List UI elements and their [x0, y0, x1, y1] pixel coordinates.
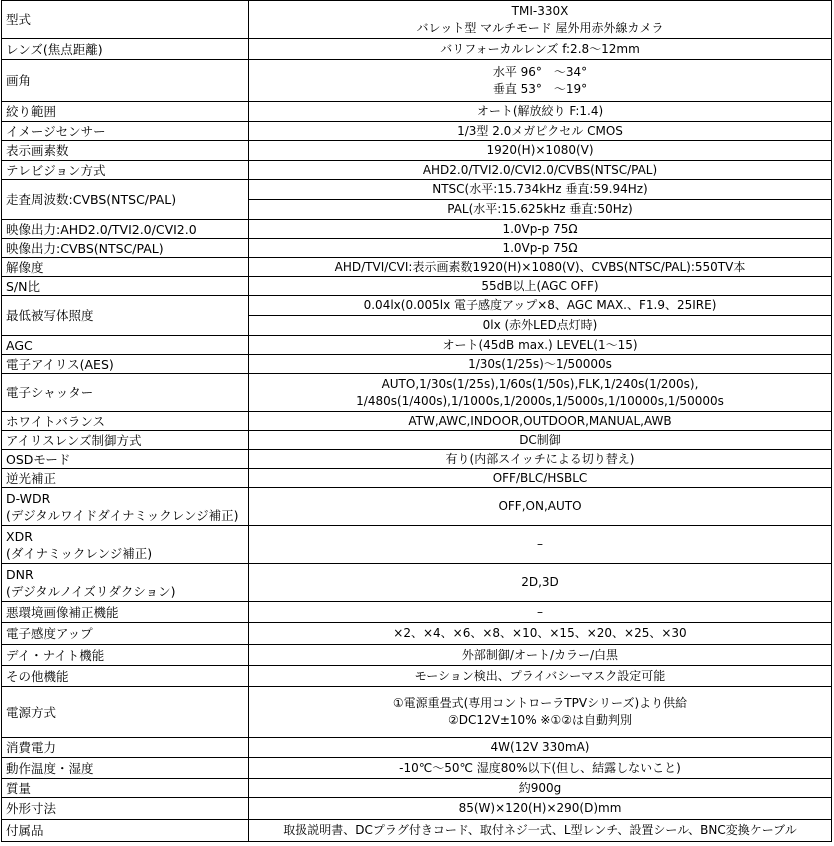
spec-value — [249, 239, 832, 258]
spec-value — [249, 60, 832, 102]
spec-row — [2, 220, 832, 239]
spec-label-line: D-WDR — [6, 490, 51, 506]
spec-label — [2, 469, 249, 488]
spec-label-line: 走査周波数:CVBS(NTSC/PAL) — [6, 192, 177, 207]
spec-value-line: DC制御 — [519, 432, 561, 447]
spec-row — [2, 526, 832, 564]
spec-label — [2, 60, 249, 102]
spec-value-line: -10℃～50℃ 湿度80%以下(但し、結露しないこと) — [399, 760, 681, 775]
spec-value-line: OFF/BLC/HSBLC — [492, 470, 588, 485]
spec-label-line: 質量 — [6, 780, 32, 796]
spec-value — [249, 277, 832, 296]
spec-label-line: 型式 — [6, 12, 32, 27]
spec-value-line: ×2、×4、×6、×8、×10、×15、×20、×25、×30 — [393, 626, 687, 640]
spec-value-line: 2D,3D — [521, 575, 559, 589]
spec-label-line: (ダイナミックレンジ補正) — [6, 545, 153, 561]
spec-value — [249, 200, 832, 220]
spec-row — [2, 666, 832, 687]
spec-row — [2, 239, 832, 258]
spec-value — [249, 469, 832, 488]
spec-value-line: NTSC(水平:15.734kHz 垂直:59.94Hz) — [432, 182, 648, 196]
spec-value — [249, 687, 832, 738]
spec-label-line: 絞り範囲 — [6, 104, 57, 119]
spec-value-line: 有り(内部スイッチによる切り替え) — [445, 451, 635, 466]
spec-row — [2, 645, 832, 666]
spec-label-line: 解像度 — [6, 259, 44, 275]
spec-label — [2, 180, 249, 220]
spec-value — [249, 161, 832, 180]
spec-label-line: 電子感度アップ — [6, 626, 93, 641]
spec-label — [2, 488, 249, 526]
spec-label — [2, 277, 249, 296]
spec-value — [249, 488, 832, 526]
spec-value — [249, 336, 832, 355]
spec-label — [2, 141, 249, 161]
spec-row — [2, 758, 832, 779]
spec-label — [2, 161, 249, 180]
spec-value-line: 0lx (赤外LED点灯時) — [482, 318, 598, 332]
spec-value — [249, 316, 832, 336]
spec-label-line: (デジタルワイドダイナミックレンジ補正) — [6, 507, 239, 523]
spec-value-line: AHD2.0/TVI2.0/CVI2.0/CVBS(NTSC/PAL) — [422, 162, 658, 177]
spec-label — [2, 564, 249, 602]
spec-label — [2, 1, 249, 39]
spec-row — [2, 820, 832, 842]
spec-value-line: 水平 96° ～34° — [492, 64, 588, 79]
spec-value — [249, 666, 832, 687]
spec-label-line: デイ・ナイト機能 — [6, 647, 105, 663]
spec-label-line: 電源方式 — [6, 704, 57, 720]
spec-value-line: – — [537, 537, 543, 551]
spec-label-line: 画角 — [6, 73, 32, 88]
spec-label — [2, 296, 249, 336]
spec-value — [249, 1, 832, 39]
spec-value — [249, 102, 832, 122]
spec-row — [2, 60, 832, 102]
spec-row — [2, 258, 832, 277]
spec-value-line: 1.0Vp-p 75Ω — [502, 240, 578, 255]
spec-value-line: 約900g — [518, 780, 562, 795]
spec-label-line: 電子シャッター — [6, 385, 94, 400]
spec-row — [2, 450, 832, 469]
spec-row — [2, 161, 832, 180]
spec-label — [2, 412, 249, 431]
spec-value-line: 1/480s(1/400s),1/1000s,1/2000s,1/5000s,1/10000s,1/50000s — [356, 393, 724, 408]
spec-value — [249, 820, 832, 842]
spec-label — [2, 645, 249, 666]
spec-value-line: OFF,ON,AUTO — [498, 499, 582, 513]
spec-value — [249, 645, 832, 666]
spec-label-line: OSDモード — [6, 451, 71, 467]
spec-value-line: ②DC12V±10% ※①②は自動判別 — [448, 713, 632, 727]
spec-value-line: 1/3型 2.0メガピクセル CMOS — [457, 123, 623, 138]
spec-row — [2, 623, 832, 645]
spec-value-line: 取扱説明書、DCプラグ付きコード、取付ネジ一式、L型レンチ、設置シール、BNC変換ケーブル — [283, 823, 797, 837]
spec-value-line: AUTO,1/30s(1/25s),1/60s(1/50s),FLK,1/240s(1/200s), — [381, 376, 699, 391]
spec-label — [2, 102, 249, 122]
spec-value — [249, 220, 832, 239]
spec-row — [2, 564, 832, 602]
spec-value-line: 85(W)×120(H)×290(D)mm — [458, 801, 622, 815]
spec-label-line: テレビジョン方式 — [6, 162, 106, 178]
spec-row — [2, 488, 832, 526]
spec-label-line: 動作温度・湿度 — [6, 760, 94, 776]
spec-label-line: AGC — [6, 337, 33, 353]
spec-label — [2, 820, 249, 842]
spec-value-line: 55dB以上(AGC OFF) — [481, 278, 599, 293]
spec-row — [2, 779, 832, 798]
spec-label — [2, 602, 249, 623]
spec-value — [249, 180, 832, 200]
spec-value-line: 0.04lx(0.005lx 電子感度アップ×8、AGC MAX.、F1.9、25IRE) — [363, 298, 717, 312]
spec-label — [2, 374, 249, 412]
spec-label-line: ホワイトバランス — [6, 413, 106, 429]
spec-row — [2, 602, 832, 623]
spec-value — [249, 738, 832, 758]
spec-label — [2, 687, 249, 738]
spec-row — [2, 798, 832, 820]
spec-value-line: モーション検出、プライバシーマスク設定可能 — [414, 668, 666, 683]
spec-label — [2, 220, 249, 239]
spec-label — [2, 738, 249, 758]
spec-row — [2, 39, 832, 60]
spec-row — [2, 687, 832, 738]
spec-row — [2, 412, 832, 431]
spec-value-line: 1.0Vp-p 75Ω — [502, 221, 578, 236]
spec-label — [2, 798, 249, 820]
spec-row — [2, 431, 832, 450]
spec-value-line: バレット型 マルチモード 屋外用赤外線カメラ — [416, 20, 664, 35]
spec-label — [2, 239, 249, 258]
spec-label-line: その他機能 — [6, 668, 69, 684]
spec-label-line: 付属品 — [6, 823, 44, 838]
spec-label — [2, 666, 249, 687]
spec-row — [2, 738, 832, 758]
spec-value — [249, 564, 832, 602]
spec-label — [2, 758, 249, 779]
spec-value — [249, 258, 832, 277]
spec-value — [249, 450, 832, 469]
spec-table-body — [2, 1, 832, 842]
spec-row — [2, 469, 832, 488]
spec-row — [2, 336, 832, 355]
spec-label — [2, 779, 249, 798]
spec-value — [249, 602, 832, 623]
spec-row — [2, 122, 832, 141]
spec-row — [2, 277, 832, 296]
spec-value-line: – — [537, 604, 543, 619]
spec-value — [249, 122, 832, 141]
spec-value-line: AHD/TVI/CVI:表示画素数1920(H)×1080(V)、CVBS(NTSC/PAL):550TV本 — [334, 259, 746, 274]
spec-value-line: ATW,AWC,INDOOR,OUTDOOR,MANUAL,AWB — [408, 413, 672, 428]
spec-value — [249, 623, 832, 645]
spec-label — [2, 450, 249, 469]
spec-table — [1, 0, 832, 842]
spec-value — [249, 798, 832, 820]
spec-value — [249, 39, 832, 60]
spec-label-line: アイリスレンズ制御方式 — [6, 432, 142, 448]
spec-value — [249, 355, 832, 374]
spec-value — [249, 412, 832, 431]
spec-label — [2, 122, 249, 141]
spec-value — [249, 758, 832, 779]
spec-value — [249, 779, 832, 798]
spec-label — [2, 623, 249, 645]
spec-label-line: 表示画素数 — [6, 143, 69, 158]
spec-value-line: PAL(水平:15.625kHz 垂直:50Hz) — [447, 202, 633, 216]
spec-value — [249, 431, 832, 450]
spec-label — [2, 526, 249, 564]
spec-row — [2, 1, 832, 39]
spec-label-line: XDR — [6, 528, 33, 544]
spec-value-line: ①電源重畳式(専用コントローラTPVシリーズ)より供給 — [392, 696, 688, 710]
spec-label — [2, 39, 249, 60]
spec-row — [2, 141, 832, 161]
spec-row — [2, 296, 832, 316]
spec-label-line: DNR — [6, 566, 34, 582]
spec-label-line: 映像出力:AHD2.0/TVI2.0/CVI2.0 — [6, 221, 197, 237]
spec-value-line: 4W(12V 330mA) — [490, 740, 590, 754]
spec-label-line: 最低被写体照度 — [6, 308, 94, 323]
spec-label — [2, 431, 249, 450]
spec-value-line: TMI-330X — [511, 3, 569, 18]
spec-label-line: 映像出力:CVBS(NTSC/PAL) — [6, 240, 164, 256]
spec-value — [249, 526, 832, 564]
spec-row — [2, 355, 832, 374]
spec-value-line: バリフォーカルレンズ f:2.8～12mm — [440, 41, 640, 56]
spec-label — [2, 258, 249, 277]
spec-value-line: 垂直 53° ～19° — [492, 81, 588, 96]
spec-label-line: 消費電力 — [6, 740, 57, 755]
spec-value-line: オート(45dB max.) LEVEL(1～15) — [442, 337, 638, 352]
spec-label-line: 外形寸法 — [6, 801, 57, 816]
spec-value — [249, 374, 832, 412]
spec-label-line: イメージセンサー — [6, 123, 106, 139]
spec-label-line: 悪環境画像補正機能 — [6, 604, 119, 620]
spec-label-line: S/N比 — [6, 278, 40, 294]
spec-label-line: 逆光補正 — [6, 470, 57, 486]
spec-value-line: 外部制御/オート/カラー/白黒 — [461, 647, 619, 662]
spec-label — [2, 336, 249, 355]
spec-row — [2, 374, 832, 412]
spec-value-line: オート(解放絞り F:1.4) — [476, 104, 604, 118]
spec-row — [2, 180, 832, 200]
spec-label-line: 電子アイリス(AES) — [6, 356, 114, 372]
spec-value-line: 1920(H)×1080(V) — [486, 143, 594, 157]
spec-value-line: 1/30s(1/25s)～1/50000s — [468, 356, 612, 371]
spec-row — [2, 102, 832, 122]
spec-value — [249, 296, 832, 316]
spec-value — [249, 141, 832, 161]
spec-label — [2, 355, 249, 374]
spec-label-line: レンズ(焦点距離) — [6, 41, 103, 57]
spec-label-line: (デジタルノイズリダクション) — [6, 583, 176, 599]
